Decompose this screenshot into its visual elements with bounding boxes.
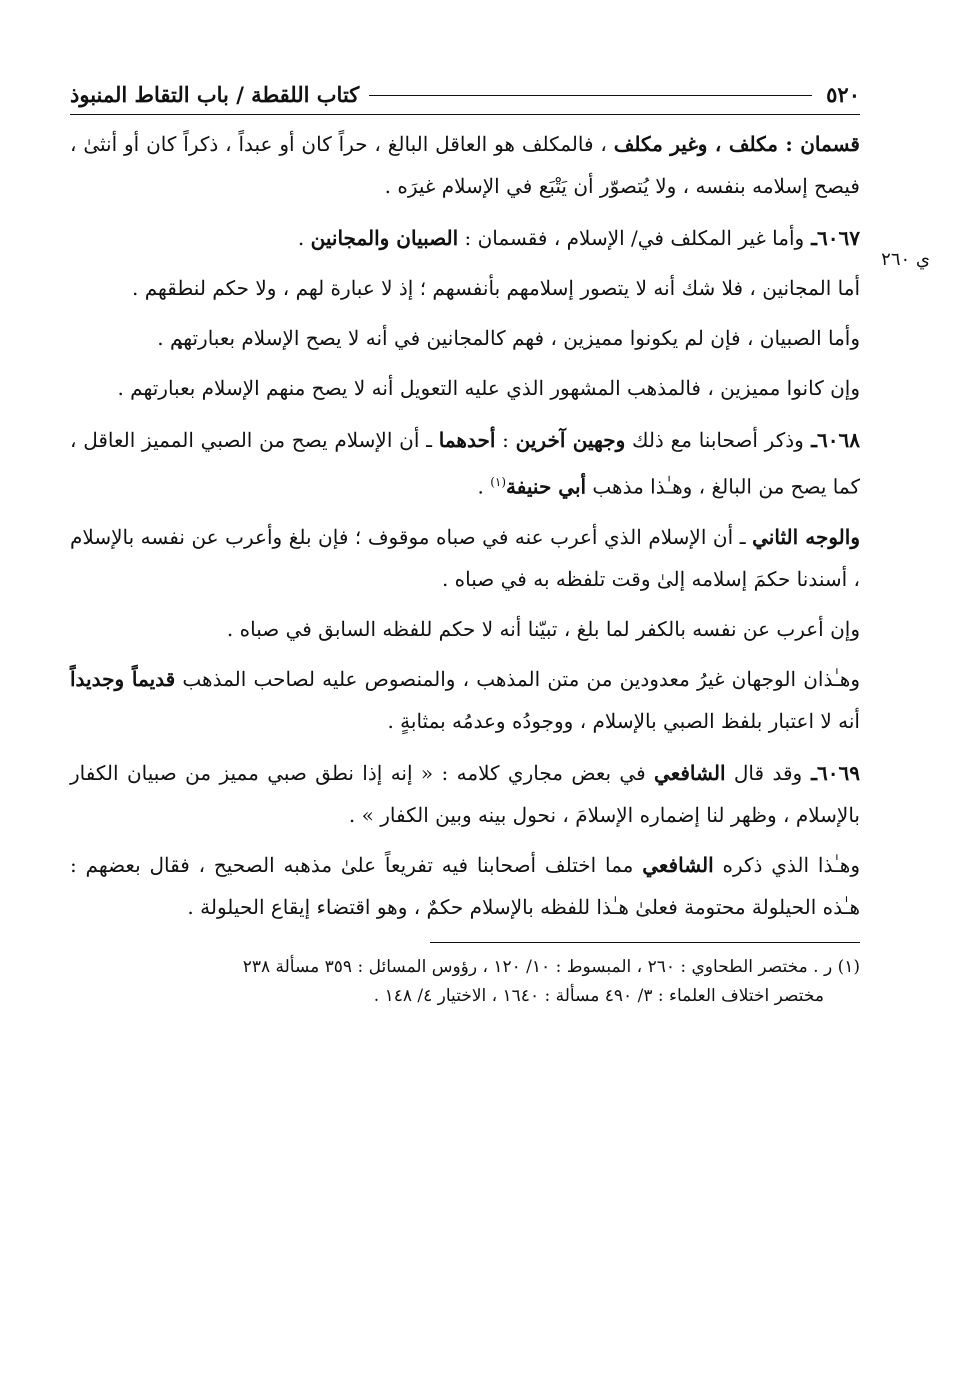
bold-term: وجهين آخرين <box>515 428 626 452</box>
text-run: وذكر أصحابنا مع ذلك <box>625 428 804 452</box>
paragraph <box>70 752 860 836</box>
bold-term: قسمان : <box>777 132 860 156</box>
text-run: ، فالمكلف هو العاقل البالغ ، حراً كان أو عبداً ، ذكراً كان أو أنثىٰ ، فيصح إسلامه بنفسه ، ولا يُتصوّر أن يَتْبَع في الإسلام غيرَه . <box>70 132 860 198</box>
text-run: وهـٰذا الذي ذكره <box>713 852 861 877</box>
text-run: وإن كانوا مميزين ، فالمذهب المشهور الذي عليه التعويل أنه لا يصح منهم الإسلام بعبارتهم . <box>117 376 860 400</box>
bold-term: أبي حنيفة <box>506 474 587 499</box>
text-run: ـ أن الإسلام الذي أعرب عنه في صباه موقوف ؛ فإن بلغ وأعرب عن نفسه بالإسلام ، أسندنا حكمَ إسلامه إلىٰ وقت تلفظه به في صباه . <box>70 524 860 591</box>
main-text <box>70 123 860 928</box>
running-header <box>70 78 860 115</box>
footnote-divider <box>430 942 860 943</box>
text-run: في بعض مجاري كلامه : « إنه إذا نطق صبي مميز من صبيان الكفار بالإسلام ، وظهر لنا إضماره الإسلامَ ، نحول بينه وبين الكفار » . <box>70 760 860 827</box>
text-run: مما اختلف أصحابنا فيه تفريعاً علىٰ مذهبه الصحيح ، فقال بعضهم : هـٰذه الحيلولة محتومة فعلىٰ هـٰذا للفظه بالإسلام حكمٌ ، وهو اقتضاء إيقاع الحيلولة . <box>70 852 860 919</box>
paragraph <box>70 844 860 928</box>
paragraph <box>70 217 860 259</box>
footnote-line: مختصر اختلاف العلماء : ٣/ ٤٩٠ مسألة : ١٦٤٠ ، الاختيار ٤/ ١٤٨ . <box>373 985 824 1006</box>
book-title: كتاب اللقطة / باب التقاط المنبوذ <box>70 82 360 107</box>
text-run: وأما غير المكلف في/ الإسلام ، فقسمان : <box>458 226 805 250</box>
bold-term: الصبيان والمجانين <box>310 226 459 250</box>
bold-term: مكلف ، وغير مكلف <box>613 132 778 156</box>
paragraph <box>70 367 860 409</box>
paragraph <box>70 317 860 359</box>
text-run: : <box>495 428 516 452</box>
text-run: ـ أن الإسلام يصح من الصبي المميز العاقل ، كما يصح من البالغ ، وهـٰذا مذهب <box>70 428 860 499</box>
text-run: . <box>297 226 311 250</box>
bold-term: ٦٠٦٧ـ <box>804 226 860 250</box>
paragraph <box>70 267 860 309</box>
text-run: . <box>477 474 491 499</box>
text-run: أما المجانين ، فلا شك أنه لا يتصور إسلامهم بأنفسهم ؛ إذ لا عبارة لهم ، ولا حكم لنطقهم . <box>132 276 860 300</box>
paragraph <box>70 658 860 742</box>
page-number: ٥٢٠ <box>826 82 860 107</box>
bold-term: ٦٠٦٨ـ <box>803 428 860 452</box>
bold-term: الشافعي <box>642 852 714 877</box>
text-run: وقد قال <box>725 760 803 785</box>
text-run: وإن أعرب عن نفسه بالكفر لما بلغ ، تبيّنا أنه لا حكم للفظه السابق في صباه . <box>226 616 860 641</box>
header-rule <box>369 95 812 96</box>
bold-term: قديماً وجديداً <box>70 666 176 691</box>
footnote <box>70 953 860 1011</box>
bold-term: ٦٠٦٩ـ <box>802 760 861 785</box>
page-body <box>70 78 860 1011</box>
bold-term: أحدهما <box>438 428 496 452</box>
text-run: وهـٰذان الوجهان غيرُ معدودين من متن المذهب ، والمنصوص عليه لصاحب المذهب <box>175 666 861 691</box>
paragraph <box>70 608 860 650</box>
text-run: وأما الصبيان ، فإن لم يكونوا مميزين ، فهم كالمجانين في أنه لا يصح الإسلام بعبارتهم . <box>157 326 860 350</box>
footnote-line: (١) ر . مختصر الطحاوي : ٢٦٠ ، المبسوط : ١٠/ ١٢٠ ، رؤوس المسائل : ٣٥٩ مسألة ٢٣٨ <box>242 956 860 977</box>
margin-page-reference: ي ٢٦٠ <box>881 249 930 270</box>
text-run: أنه لا اعتبار بلفظ الصبي بالإسلام ، ووجودُه وعدمُه بمثابةٍ . <box>387 708 860 733</box>
bold-term: والوجه الثاني <box>752 524 860 549</box>
paragraph <box>70 516 860 600</box>
paragraph <box>70 123 860 207</box>
paragraph <box>70 419 860 508</box>
bold-term: الشافعي <box>654 760 726 785</box>
footnote-marker: (١) <box>490 475 507 489</box>
